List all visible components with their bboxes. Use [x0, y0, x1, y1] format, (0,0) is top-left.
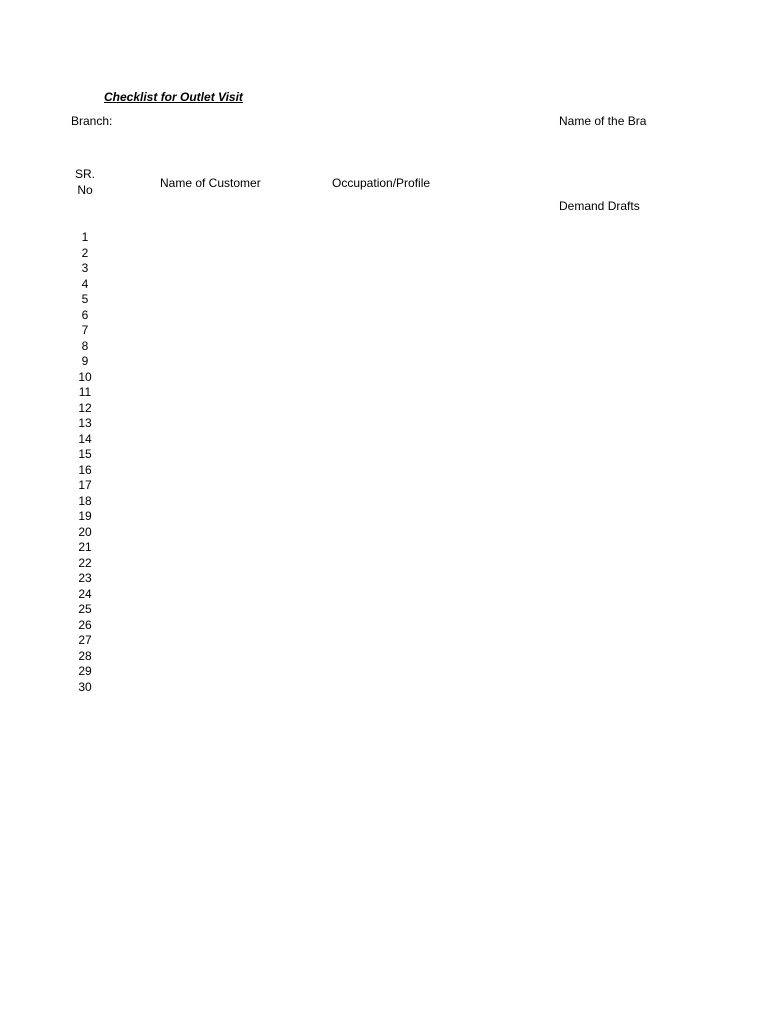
column-header-occupation: Occupation/Profile — [332, 176, 431, 190]
row-serial-number: 22 — [78, 555, 92, 570]
row-serial-number: 3 — [81, 261, 89, 275]
row-serial-number: 7 — [81, 323, 89, 337]
row-serial-number: 9 — [81, 354, 89, 368]
row-serial-number: 28 — [78, 648, 92, 663]
sr-line-1: SR. — [74, 167, 95, 181]
row-serial-number: 1 — [81, 230, 89, 244]
row-serial-number: 17 — [78, 478, 92, 492]
brand-name-label: Name of the Bra — [559, 114, 647, 128]
column-header-demand-drafts: Demand Drafts — [559, 199, 640, 213]
row-serial-number: 10 — [78, 369, 92, 384]
row-serial-number: 16 — [78, 462, 92, 477]
row-serial-number: 13 — [78, 416, 92, 430]
row-serial-number: 14 — [78, 431, 92, 446]
row-serial-number: 27 — [78, 633, 92, 647]
row-serial-number: 18 — [78, 493, 92, 508]
row-serial-number: 8 — [81, 338, 89, 353]
row-serial-number: 24 — [78, 586, 92, 601]
row-serial-number: 23 — [78, 571, 92, 585]
row-serial-number: 26 — [78, 617, 92, 632]
row-serial-number: 19 — [78, 509, 92, 523]
row-serial-number: 15 — [78, 447, 92, 461]
column-header-sr-no — [70, 167, 100, 198]
row-serial-number: 6 — [81, 307, 89, 322]
row-serial-number: 5 — [81, 292, 89, 306]
row-serial-number: 30 — [78, 679, 92, 694]
row-serial-number: 25 — [78, 602, 92, 616]
branch-label: Branch: — [71, 114, 113, 128]
row-serial-number: 29 — [78, 664, 92, 678]
column-header-customer: Name of Customer — [160, 176, 261, 190]
row-serial-number: 4 — [81, 276, 89, 291]
row-serial-number: 21 — [78, 540, 92, 554]
row-serial-number: 12 — [78, 400, 92, 415]
row-serial-number: 20 — [78, 524, 92, 539]
serial-number-list — [70, 230, 100, 695]
row-serial-number: 2 — [81, 245, 89, 260]
document-title: Checklist for Outlet Visit — [104, 90, 243, 104]
sr-line-2: No — [77, 182, 93, 197]
row-serial-number: 11 — [78, 385, 92, 399]
